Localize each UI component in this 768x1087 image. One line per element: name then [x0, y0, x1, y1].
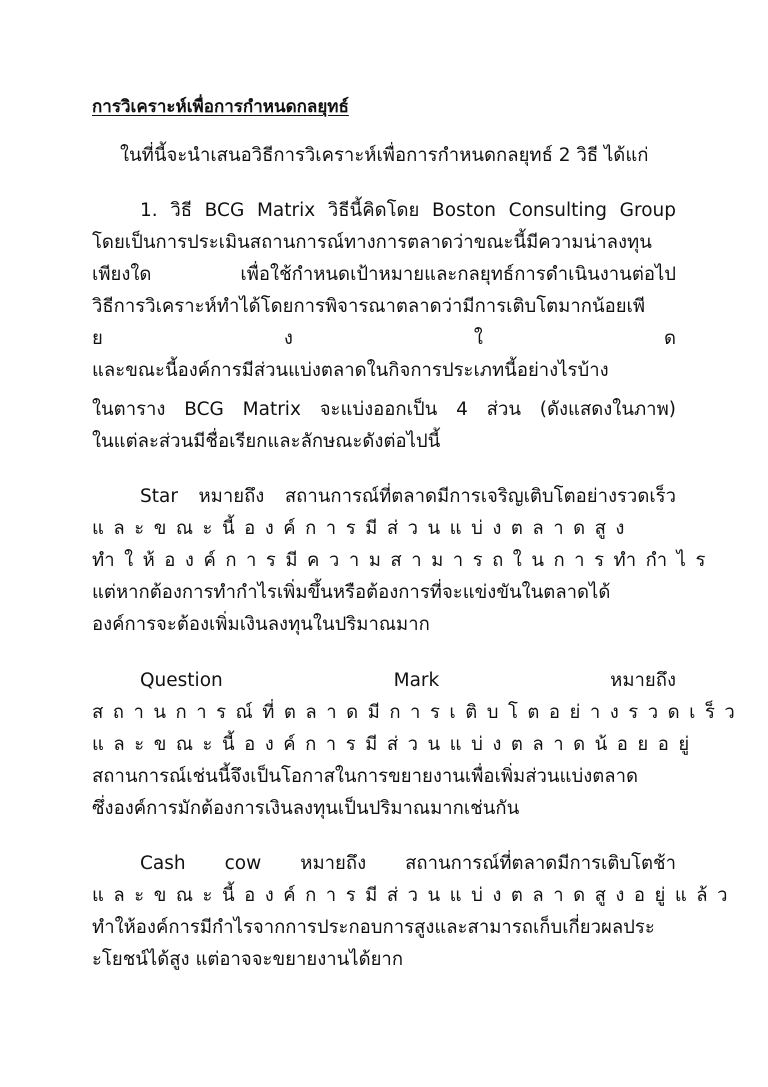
star-line: ทำให้องค์การมีความสามารถในการทำกำไร	[92, 550, 715, 571]
star-line: องค์การจะต้องเพิ่มเงินลงทุนในปริมาณมาก	[92, 614, 430, 635]
star-line: และขณะนี้องค์การมีส่วนแบ่งตลาดสูง	[92, 518, 634, 539]
question-mark-line: และขณะนี้องค์การมีส่วนแบ่งตลาดน้อยอยู่	[92, 734, 699, 755]
bcg-line: ย ง ใ ด	[92, 328, 676, 349]
document-title: การวิเคราะห์เพื่อการกำหนดกลยุทธ์	[92, 97, 349, 117]
question-mark-line: สถานการณ์ที่ตลาดมีการเติบโตอย่างรวดเร็ว	[92, 702, 745, 723]
cash-cow-line: ทำให้องค์การมีกำไรจากการประกอบการสูงและสามารถเก็บเกี่ยวผลประ	[92, 917, 655, 938]
cash-cow-line: และขณะนี้องค์การมีส่วนแบ่งตลาดสูงอยู่แล้ว	[92, 885, 738, 906]
cash-cow-line: ะโยชน์ได้สูง แต่อาจจะขยายงานได้ยาก	[92, 949, 404, 970]
question-mark-line: Question Mark หมายถึง	[140, 670, 676, 691]
bcg-line: ในตาราง BCG Matrix จะแบ่งออกเป็น 4 ส่วน (ดังแสดงในภาพ)	[92, 399, 676, 420]
bcg-line: และขณะนี้องค์การมีส่วนแบ่งตลาดในกิจการประเภทนี้อย่างไรบ้าง	[92, 360, 609, 381]
star-line: Star หมายถึง สถานการณ์ที่ตลาดมีการเจริญเติบโตอย่างรวดเร็ว	[140, 486, 676, 507]
question-mark-line: ซึ่งองค์การมักต้องการเงินลงทุนเป็นปริมาณมากเช่นกัน	[92, 798, 520, 819]
bcg-line: ในแต่ละส่วนมีชื่อเรียกและลักษณะดังต่อไปนี้	[92, 431, 441, 452]
question-mark-line: สถานการณ์เช่นนี้จึงเป็นโอกาสในการขยายงานเพื่อเพิ่มส่วนแบ่งตลาด	[92, 766, 639, 787]
bcg-line: เพียงใด เพื่อใช้กำหนดเป้าหมายและกลยุทธ์การดำเนินงานต่อไป	[92, 264, 676, 285]
cash-cow-line: Cash cow หมายถึง สถานการณ์ที่ตลาดมีการเติบโตช้า	[140, 853, 676, 874]
bcg-line: โดยเป็นการประเมินสถานการณ์ทางการตลาดว่าขณะนี้มีความน่าลงทุน	[92, 232, 652, 253]
star-line: แต่หากต้องการทำกำไรเพิ่มขึ้นหรือต้องการที่จะแข่งขันในตลาดได้	[92, 582, 611, 603]
bcg-line: วิธีการวิเคราะห์ทำได้โดยการพิจารณาตลาดว่ามีการเติบโตมากน้อยเพี	[92, 296, 646, 317]
bcg-line: 1. วิธี BCG Matrix วิธีนี้คิดโดย Boston Consulting Group	[140, 200, 676, 221]
intro-paragraph: ในที่นี้จะนำเสนอวิธีการวิเคราะห์เพื่อการกำหนดกลยุทธ์ 2 วิธี ได้แก่	[120, 145, 649, 166]
